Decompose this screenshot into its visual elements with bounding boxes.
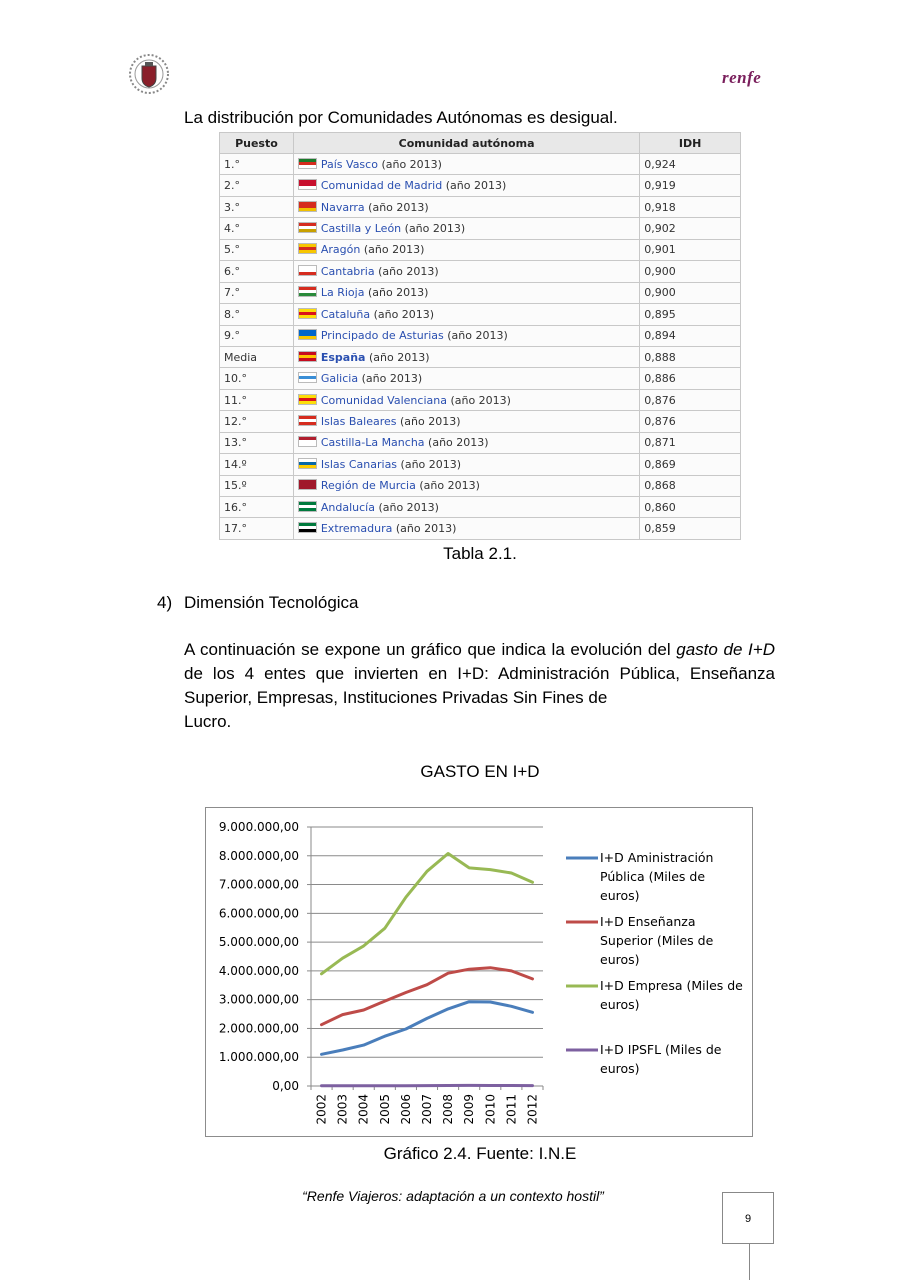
idh-cell: 0,869 (640, 454, 741, 475)
region-flag-icon (298, 522, 317, 533)
community-cell (293, 432, 639, 453)
x-tick-label: 2002 (314, 1094, 329, 1125)
rank-cell: 4.° (220, 218, 294, 239)
rank-cell: Media (220, 346, 294, 367)
renfe-logo: renfe (722, 68, 762, 87)
idh-cell: 0,886 (640, 368, 741, 389)
legend-label: I+D Empresa (Miles de (600, 978, 743, 993)
community-cell (293, 497, 639, 518)
series-line (322, 968, 533, 1025)
y-tick-label: 6.000.000,00 (218, 906, 299, 921)
paragraph-text-2: de los 4 entes que invierten en I+D: Administración Pública, Enseñanza Superior, Empresas, Instituciones Privadas Sin Fines de (184, 664, 775, 707)
table-row (220, 175, 741, 196)
community-year: (año 2013) (397, 457, 462, 471)
idh-cell: 0,900 (640, 261, 741, 282)
community-link[interactable]: Andalucía (320, 500, 375, 514)
community-year: (año 2013) (360, 243, 425, 257)
y-tick-label: 5.000.000,00 (218, 935, 299, 950)
community-year: (año 2013) (401, 222, 466, 236)
rank-cell: 7.° (220, 282, 294, 303)
region-flag-icon (298, 222, 317, 233)
community-link[interactable]: Galicia (320, 372, 359, 386)
rank-cell: 12.° (220, 411, 294, 432)
table-row (220, 304, 741, 325)
community-year: (año 2013) (392, 522, 457, 536)
table-row (220, 282, 741, 303)
idh-cell: 0,895 (640, 304, 741, 325)
rank-cell: 15.º (220, 475, 294, 496)
x-tick-label: 2012 (525, 1094, 540, 1125)
region-flag-icon (298, 158, 317, 169)
university-seal-icon (128, 52, 170, 96)
legend-label: Pública (Miles de (600, 869, 706, 884)
legend-label: I+D IPSFL (Miles de (600, 1042, 722, 1057)
chart-frame (205, 807, 753, 1137)
idh-cell: 0,919 (640, 175, 741, 196)
x-tick-label: 2004 (356, 1094, 371, 1125)
community-year: (año 2013) (377, 157, 442, 171)
region-flag-icon (298, 479, 317, 490)
table-row (220, 154, 741, 175)
table-row (220, 239, 741, 260)
community-year: (año 2013) (370, 307, 435, 321)
intro-text: La distribución por Comunidades Autónomas es desigual. (184, 108, 618, 127)
y-tick-label: 8.000.000,00 (218, 848, 299, 863)
chart-title: GASTO EN I+D (420, 762, 540, 781)
community-cell (293, 518, 639, 539)
paragraph-italic: gasto de I+D (676, 640, 775, 659)
idh-cell: 0,894 (640, 325, 741, 346)
region-flag-icon (298, 265, 317, 276)
rank-cell: 9.° (220, 325, 294, 346)
community-year: (año 2013) (415, 479, 480, 493)
rank-cell: 16.° (220, 497, 294, 518)
idh-table (219, 132, 741, 540)
table-row (220, 196, 741, 217)
table-row (220, 389, 741, 410)
region-flag-icon (298, 308, 317, 319)
community-cell (293, 261, 639, 282)
community-link[interactable]: Aragón (320, 243, 361, 257)
table-row (220, 325, 741, 346)
x-tick-label: 2007 (420, 1094, 434, 1125)
community-cell (293, 454, 639, 475)
idh-cell: 0,860 (640, 497, 741, 518)
legend-label: euros) (600, 952, 640, 967)
header-community: Comunidad autónoma (293, 133, 639, 154)
community-year: (año 2013) (358, 372, 423, 386)
idh-cell: 0,871 (640, 432, 741, 453)
y-tick-label: 4.000.000,00 (218, 963, 299, 978)
chart-caption: Gráfico 2.4. Fuente: I.N.E (383, 1144, 577, 1163)
community-cell (293, 475, 639, 496)
region-flag-icon (298, 286, 317, 297)
community-link[interactable]: Castilla y León (320, 222, 402, 236)
table-row (220, 368, 741, 389)
community-cell (293, 368, 639, 389)
y-tick-label: 7.000.000,00 (218, 877, 299, 892)
region-flag-icon (298, 501, 317, 512)
table-row (220, 346, 741, 367)
community-cell (293, 154, 639, 175)
community-link[interactable]: La Rioja (320, 286, 365, 300)
community-link[interactable]: Comunidad de Madrid (320, 179, 443, 193)
idh-cell: 0,902 (640, 218, 741, 239)
legend-label: euros) (600, 1061, 640, 1076)
table-row (220, 411, 741, 432)
y-tick-label: 3.000.000,00 (218, 992, 299, 1007)
legend-label: I+D Enseñanza (600, 914, 696, 929)
region-flag-icon (298, 372, 317, 383)
table-row (220, 518, 741, 539)
idh-cell: 0,876 (640, 389, 741, 410)
table-header-row (220, 133, 741, 154)
legend-label: I+D Aministración (600, 850, 714, 865)
x-tick-label: 2006 (398, 1094, 413, 1125)
header-rank: Puesto (220, 133, 294, 154)
rank-cell: 6.° (220, 261, 294, 282)
community-year: (año 2013) (396, 414, 461, 428)
x-tick-label: 2009 (462, 1094, 477, 1125)
table-row (220, 432, 741, 453)
rank-cell: 11.° (220, 389, 294, 410)
section-title: Dimensión Tecnológica (184, 593, 359, 612)
community-link[interactable]: Cataluña (320, 307, 371, 321)
page-line (749, 1244, 750, 1280)
community-link[interactable]: España (320, 350, 366, 364)
community-link[interactable]: Islas Baleares (320, 414, 397, 428)
rank-cell: 8.° (220, 304, 294, 325)
idh-cell: 0,918 (640, 196, 741, 217)
table-row (220, 497, 741, 518)
rank-cell: 5.° (220, 239, 294, 260)
rank-cell: 2.° (220, 175, 294, 196)
community-cell (293, 239, 639, 260)
community-cell (293, 325, 639, 346)
community-year: (año 2013) (364, 200, 429, 214)
community-cell (293, 304, 639, 325)
footer-text: “Renfe Viajeros: adaptación a un contexto hostil” (302, 1188, 604, 1204)
community-cell (293, 411, 639, 432)
region-flag-icon (298, 351, 317, 362)
region-flag-icon (298, 329, 317, 340)
community-year: (año 2013) (442, 179, 507, 193)
idh-cell: 0,859 (640, 518, 741, 539)
page-number: 9 (722, 1192, 774, 1244)
community-year: (año 2013) (364, 286, 429, 300)
community-link[interactable]: Cantabria (320, 264, 375, 278)
x-tick-label: 2003 (335, 1094, 350, 1125)
community-link[interactable]: Principado de Asturias (320, 329, 444, 343)
table-row (220, 454, 741, 475)
table-row (220, 475, 741, 496)
table-row (220, 218, 741, 239)
rank-cell: 3.° (220, 196, 294, 217)
community-link[interactable]: Extremadura (320, 522, 393, 536)
region-flag-icon (298, 415, 317, 426)
community-link[interactable]: Región de Murcia (320, 479, 416, 493)
community-cell (293, 282, 639, 303)
region-flag-icon (298, 394, 317, 405)
y-tick-label: 9.000.000,00 (218, 820, 299, 834)
x-tick-label: 2011 (504, 1094, 519, 1125)
community-link[interactable]: Castilla-La Mancha (320, 436, 425, 450)
y-tick-label: 1.000.000,00 (218, 1050, 299, 1065)
idh-cell: 0,924 (640, 154, 741, 175)
rank-cell: 14.º (220, 454, 294, 475)
community-cell (293, 175, 639, 196)
idh-cell: 0,876 (640, 411, 741, 432)
community-cell (293, 389, 639, 410)
idh-cell: 0,888 (640, 346, 741, 367)
community-link[interactable]: País Vasco (320, 157, 378, 171)
community-link[interactable]: Comunidad Valenciana (320, 393, 447, 407)
legend-label: euros) (600, 888, 640, 903)
y-tick-label: 2.000.000,00 (218, 1021, 299, 1036)
rank-cell: 17.° (220, 518, 294, 539)
community-year: (año 2013) (365, 350, 430, 364)
community-cell (293, 196, 639, 217)
legend-label: euros) (600, 997, 640, 1012)
idh-cell: 0,900 (640, 282, 741, 303)
legend-label: Superior (Miles de (600, 933, 714, 948)
region-flag-icon (298, 436, 317, 447)
table-row (220, 261, 741, 282)
idh-cell: 0,868 (640, 475, 741, 496)
community-year: (año 2013) (424, 436, 489, 450)
paragraph-last-line: Lucro. (184, 712, 232, 731)
region-flag-icon (298, 458, 317, 469)
community-year: (año 2013) (443, 329, 508, 343)
community-cell (293, 218, 639, 239)
line-chart (206, 808, 752, 1136)
section-number: 4) (157, 593, 173, 612)
idh-cell: 0,901 (640, 239, 741, 260)
description-paragraph (184, 638, 775, 734)
x-tick-label: 2005 (377, 1094, 392, 1125)
rank-cell: 10.° (220, 368, 294, 389)
community-year: (año 2013) (446, 393, 511, 407)
community-link[interactable]: Islas Canarias (320, 457, 398, 471)
x-tick-label: 2010 (483, 1094, 498, 1125)
rank-cell: 13.° (220, 432, 294, 453)
header-idh: IDH (640, 133, 741, 154)
paragraph-text-1: A continuación se expone un gráfico que indica la evolución del (184, 640, 677, 659)
rank-cell: 1.° (220, 154, 294, 175)
region-flag-icon (298, 243, 317, 254)
region-flag-icon (298, 179, 317, 190)
community-year: (año 2013) (374, 264, 439, 278)
table-caption: Tabla 2.1. (443, 544, 517, 563)
community-cell (293, 346, 639, 367)
community-link[interactable]: Navarra (320, 200, 365, 214)
x-tick-label: 2008 (441, 1094, 456, 1125)
region-flag-icon (298, 201, 317, 212)
y-tick-label: 0,00 (272, 1079, 299, 1093)
community-year: (año 2013) (374, 500, 439, 514)
